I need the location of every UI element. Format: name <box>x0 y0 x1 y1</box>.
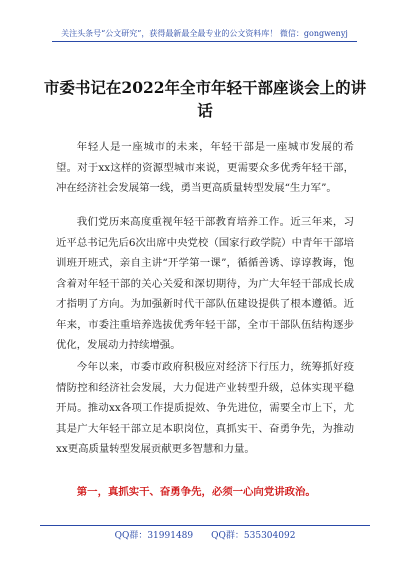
body-paragraph: 我们党历来高度重视年轻干部教育培养工作。近三年来，习近平总书记先后6次出席中央党校（国家行政学院）中青年干部培训班开班式，亲自主讲“开学第一课”，循循善诱、谆谆教诲，饱含着对年轻干部的关心关爱和深切期待，为广大年轻干部成长成才指明了方向。为加强新时代干部队伍建设提供了根本遵循。近年来，市委注重培养选拔优秀年轻干部，全市干部队伍结构逐步优化，发展动力持续增强。 <box>56 216 354 351</box>
document-title: 市委书记在2022年全市年轻干部座谈会上的讲话 <box>43 78 367 120</box>
banner-text: 关注头条号“公文研究”，获得最新最全最专业的公文资料库！ 微信：gongwenyj <box>61 29 348 38</box>
body-paragraph: 今年以来，市委市政府积极应对经济下行压力，统筹抓好疫情防控和经济社会发展，大力促进产业转型升级，总体实现平稳开局。推动xx各项工作提质提效、争先进位，需要全市上下，尤其是广大年轻干部立足本职岗位，真抓实干、奋勇争先，为推动xx更高质量转型发展贡献更多智慧和力量。 <box>56 361 354 455</box>
section-heading: 第一，真抓实干、奋勇争先，必须一心向党讲政治。 <box>76 486 316 498</box>
qq-group-2: QQ群：535304092 <box>211 531 296 541</box>
footer-contact <box>40 531 370 542</box>
body-paragraph: 年轻人是一座城市的未来，年轻干部是一座城市发展的希望。对于xx这样的资源型城市来说，更需要众多优秀年轻干部，冲在经济社会发展第一线，勇当更高质量转型发展“生力军”。 <box>56 141 354 194</box>
top-banner <box>52 24 357 42</box>
footer-divider <box>40 525 370 526</box>
qq-group-1: QQ群：31991489 <box>114 531 194 541</box>
